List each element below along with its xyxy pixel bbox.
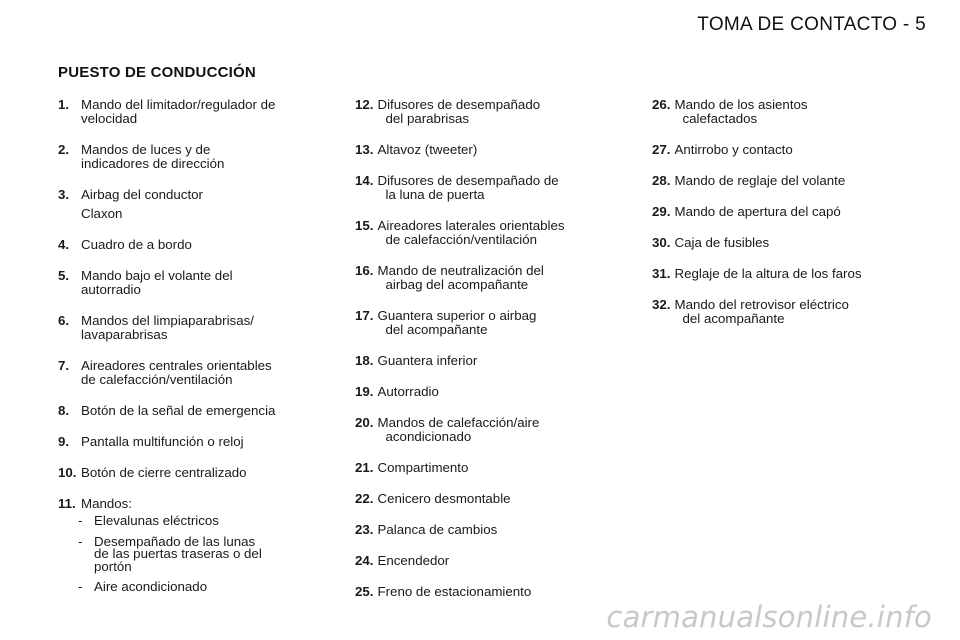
legend-item-line: Mandos del limpiaparabrisas/ [81,313,254,328]
legend-item-line: Mando bajo el volante del [81,268,233,283]
legend-item-text [378,385,621,399]
legend-item-line: Cenicero desmontable [377,491,511,506]
legend-item-line: Airbag del conductor [81,187,203,202]
legend-item-number: 28. [652,173,671,188]
legend-item-number: 29. [652,204,671,219]
legend-item-line: Difusores de desempañado de [377,173,559,188]
legend-item-text [675,98,913,126]
legend-subitem-line: Aire acondicionado [94,579,208,594]
legend-item-number: 21. [355,460,374,475]
legend-item [355,309,620,337]
legend-item-number: 19. [355,384,374,399]
legend-item-line: del acompañante [682,311,785,326]
legend-item-text [675,298,913,326]
legend-item-text [78,496,320,602]
legend-item [58,98,320,126]
legend-item-text [81,269,320,297]
legend-item [58,497,320,602]
legend-item [58,435,320,449]
legend-item [355,174,620,202]
legend-item-text [81,143,320,171]
legend-item-line: de calefacción/ventilación [81,372,233,387]
legend-item-line: Cuadro de a bordo [81,237,192,252]
legend-subitem [58,515,320,528]
legend-item-number: 6. [58,313,70,328]
legend-item-text [378,523,621,537]
legend-item-line: Pantalla multifunción o reloj [81,434,244,449]
legend-item-text [675,267,913,281]
legend-item-line: Aireadores centrales orientables [81,358,272,373]
legend-item-line: Aireadores laterales orientables [377,218,565,233]
legend-item-line: lavaparabrisas [81,327,168,342]
legend-item-text [378,554,621,568]
legend-item-number: 9. [58,434,70,449]
legend-item-line: la luna de puerta [385,187,485,202]
legend-item-text [81,359,320,387]
legend-item-line: calefactados [682,111,758,126]
legend-subitem-line: de las puertas traseras o del [94,546,262,561]
legend-subitem [58,581,320,594]
legend-item-line: Reglaje de la altura de los faros [674,266,862,281]
legend-item-line: Guantera superior o airbag [377,308,537,323]
legend-item-number: 32. [652,297,671,312]
legend-item-line: Mandos: [81,496,132,511]
legend-column-1 [58,98,320,619]
legend-item-number: 20. [355,415,374,430]
legend-item-number: 3. [58,187,70,202]
legend-column-2 [355,98,620,616]
legend-item [652,143,912,157]
legend-item-number: 13. [355,142,374,157]
page-header-title: TOMA DE CONTACTO - 5 [697,14,926,35]
legend-item-line: Mandos de luces y de [81,142,211,157]
legend-item-number: 22. [355,491,374,506]
legend-item-text [675,236,913,250]
legend-item-line: Mando de reglaje del volante [674,173,846,188]
legend-item-line: del parabrisas [385,111,470,126]
legend-column-3 [652,98,912,343]
legend-item-number: 4. [58,237,70,252]
legend-item-line: Antirrobo y contacto [674,142,793,157]
legend-item [355,416,620,444]
legend-item-text [378,461,621,475]
legend-item-number: 12. [355,97,374,112]
legend-item [58,404,320,418]
legend-item-line: Mandos de calefacción/aire [377,415,540,430]
legend-item-line: Caja de fusibles [674,235,770,250]
legend-item-number: 7. [58,358,70,373]
legend-item-line: Mando del limitador/regulador de [81,97,276,112]
legend-item-line: indicadores de dirección [81,156,225,171]
legend-item [58,143,320,171]
legend-subitem-line: Elevalunas eléctricos [94,513,219,528]
legend-item-text [81,435,320,449]
legend-item-number: 30. [652,235,671,250]
legend-item-text [81,314,320,342]
legend-item [58,314,320,342]
legend-item-number: 24. [355,553,374,568]
legend-item-text [378,354,621,368]
legend-item-extra: Claxon [81,206,123,221]
legend-item [58,269,320,297]
legend-item [355,385,620,399]
legend-subitem [58,533,320,574]
legend-item-line: Mando de apertura del capó [674,204,841,219]
legend-item-number: 25. [355,584,374,599]
legend-subitem-text [94,533,262,574]
legend-item-text [675,174,913,188]
legend-item-number: 16. [355,263,374,278]
legend-item-text [81,188,320,221]
legend-item [355,523,620,537]
dash-bullet: - [78,579,83,594]
legend-item-text [378,492,621,506]
legend-subitem-text [94,581,207,594]
legend-item-text [378,98,621,126]
legend-item-text [81,466,320,480]
legend-item [355,492,620,506]
legend-item-line: Compartimento [377,460,469,475]
legend-item [58,359,320,387]
legend-item-number: 26. [652,97,671,112]
legend-item-number: 8. [58,403,70,418]
legend-item [652,267,912,281]
legend-item [355,585,620,599]
legend-item-text [378,174,621,202]
legend-item-text [378,416,621,444]
legend-item-number: 2. [58,142,70,157]
legend-item-line: Botón de cierre centralizado [81,465,247,480]
legend-item [652,98,912,126]
legend-item-number: 23. [355,522,374,537]
legend-subitem-text [94,515,219,528]
legend-item [355,554,620,568]
legend-item-line: autorradio [81,282,141,297]
legend-item-text [378,219,621,247]
legend-item-text [378,585,621,599]
legend-item-text [378,309,621,337]
legend-item-line: Mando de neutralización del [377,263,544,278]
legend-item-number: 31. [652,266,671,281]
legend-item [355,219,620,247]
legend-item [355,98,620,126]
legend-item [58,188,320,221]
legend-item-line: de calefacción/ventilación [385,232,538,247]
legend-item-number: 17. [355,308,374,323]
legend-item-number: 27. [652,142,671,157]
legend-item-text [81,98,320,126]
legend-item-line: Botón de la señal de emergencia [81,403,276,418]
legend-item [652,236,912,250]
legend-item-line: Encendedor [377,553,450,568]
section-title: PUESTO DE CONDUCCIÓN [58,64,256,81]
legend-subitem-line: portón [94,558,132,574]
legend-item-number: 10. [58,465,77,480]
legend-item-line: velocidad [81,111,138,126]
legend-item-text [81,404,320,418]
legend-item [355,264,620,292]
legend-item-line: Guantera inferior [377,353,478,368]
legend-item-number: 14. [355,173,374,188]
legend-item [58,238,320,252]
legend-item-text [378,264,621,292]
legend-item [58,466,320,480]
legend-item-text [378,143,621,157]
legend-item-text [675,205,913,219]
legend-item-line: del acompañante [385,322,488,337]
legend-item-line: airbag del acompañante [385,277,529,292]
legend-item-line: Altavoz (tweeter) [377,142,478,157]
legend-item-number: 11. [58,496,76,511]
legend-item [355,143,620,157]
legend-item-line: Freno de estacionamiento [377,584,532,599]
legend-item-number: 1. [58,97,70,112]
legend-item-text [675,143,913,157]
legend-item-line: Mando del retrovisor eléctrico [674,297,849,312]
legend-item-line: Autorradio [377,384,439,399]
legend-sublist [58,515,320,594]
legend-item [652,298,912,326]
dash-bullet: - [78,513,83,528]
legend-item [355,461,620,475]
legend-item-line: Difusores de desempañado [377,97,541,112]
legend-item-number: 18. [355,353,374,368]
legend-item-text [81,238,320,252]
legend-item-line: acondicionado [385,429,472,444]
legend-item-line: Palanca de cambios [377,522,498,537]
legend-item-line: Mando de los asientos [674,97,808,112]
legend-item-number: 5. [58,268,70,283]
legend-item-number: 15. [355,218,374,233]
watermark-text: carmanualsonline.info [606,600,932,634]
legend-item [652,205,912,219]
legend-item [652,174,912,188]
dash-bullet: - [78,533,83,549]
legend-subitem-line: Desempañado de las lunas [94,533,256,549]
legend-item [355,354,620,368]
